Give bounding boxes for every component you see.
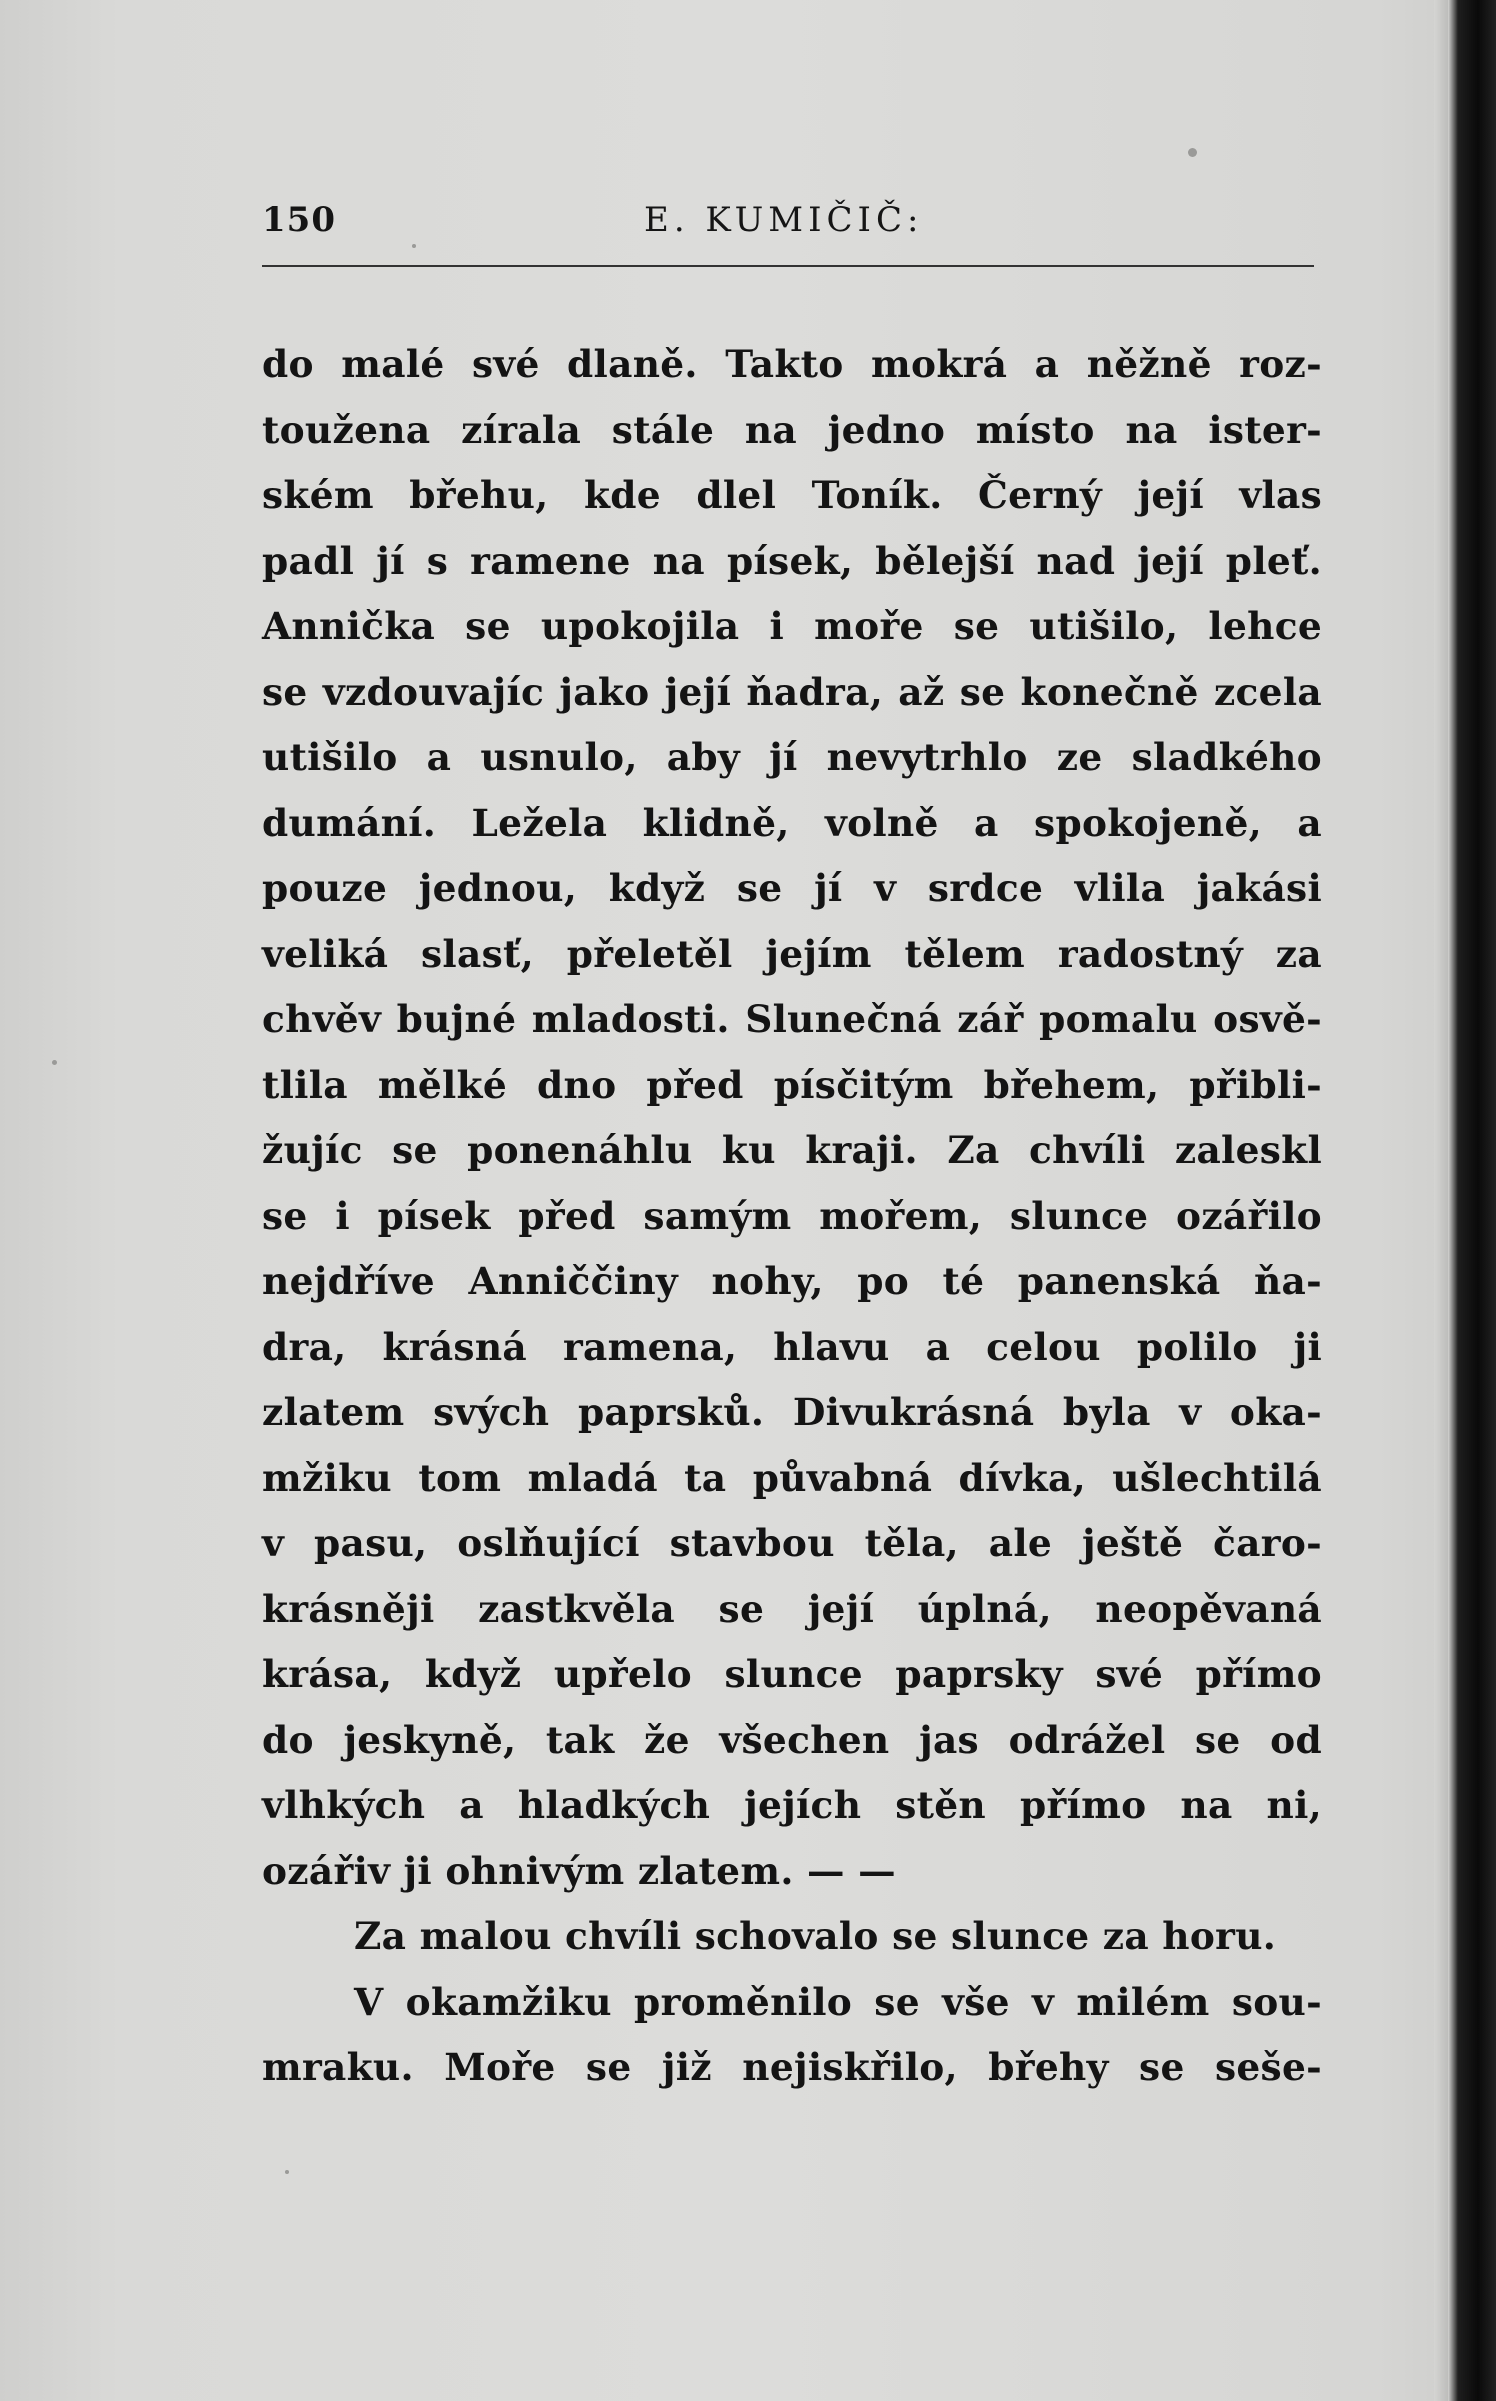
text-line: dra, krásná ramena, hlavu a celou polilo ji: [262, 1324, 1322, 1369]
text-line: se vzdouvajíc jako její ňadra, až se konečně zcela: [262, 669, 1322, 714]
text-line: V okamžiku proměnilo se vše v milém sou-: [354, 1979, 1322, 2024]
text-line: ozářiv ji ohnivým zlatem. — —: [262, 1848, 896, 1893]
text-line: chvěv bujné mladosti. Slunečná zář pomalu osvě-: [262, 997, 1322, 1041]
text-line: v pasu, oslňující stavbou těla, ale ještě čaro-: [262, 1521, 1322, 1565]
text-line: krásněji zastkvěla se její úplná, neopěvaná: [262, 1586, 1322, 1631]
paper-speck: [285, 2170, 289, 2174]
text-line: Annička se upokojila i moře se utišilo, lehce: [262, 604, 1322, 648]
text-line: tlila mělké dno před písčitým břehem, přibli-: [262, 1062, 1322, 1107]
paper-speck: [1188, 148, 1197, 157]
text-line: veliká slasť, přeletěl jejím tělem radostný za: [262, 931, 1322, 976]
text-line: utišilo a usnulo, aby jí nevytrhlo ze sladkého: [262, 735, 1322, 779]
text-line: pouze jednou, když se jí v srdce vlila jakási: [262, 866, 1322, 910]
text-line: nejdříve Anniččiny nohy, po té panenská ňa-: [262, 1259, 1322, 1303]
page-edge-shadow: [1434, 0, 1448, 2401]
text-line: se i písek před samým mořem, slunce ozářilo: [262, 1193, 1322, 1238]
header-rule: [262, 265, 1314, 267]
text-line: ském břehu, kde dlel Toník. Černý její vlas: [262, 473, 1322, 517]
text-line: krása, když upřelo slunce paprsky své přímo: [262, 1652, 1322, 1696]
page-number: 150: [262, 200, 336, 240]
text-line: do malé své dlaně. Takto mokrá a něžně roz-: [262, 342, 1322, 386]
paper-speck: [52, 1060, 57, 1065]
page-header: [262, 200, 1314, 250]
text-line: vlhkých a hladkých jejích stěn přímo na ni,: [262, 1783, 1322, 1827]
text-line: zlatem svých paprsků. Divukrásná byla v oka-: [262, 1390, 1322, 1434]
text-line: žujíc se ponenáhlu ku kraji. Za chvíli zaleskl: [262, 1128, 1322, 1172]
body-text: [262, 332, 1322, 2101]
text-line: toužena zírala stále na jedno místo na ister-: [262, 407, 1322, 452]
text-line: Za malou chvíli schovalo se slunce za horu.: [354, 1914, 1277, 1958]
text-line: mraku. Moře se již nejiskřilo, břehy se seše-: [262, 2045, 1322, 2089]
text-line: dumání. Ležela klidně, volně a spokojeně, a: [262, 800, 1322, 845]
running-head: E. KUMIČIČ:: [644, 200, 924, 240]
text-line: mžiku tom mladá ta půvabná dívka, ušlechtilá: [262, 1455, 1322, 1500]
book-spine-edge: [1448, 0, 1496, 2401]
text-line: do jeskyně, tak že všechen jas odrážel se od: [262, 1717, 1322, 1762]
text-line: padl jí s ramene na písek, bělejší nad její pleť.: [262, 538, 1322, 583]
